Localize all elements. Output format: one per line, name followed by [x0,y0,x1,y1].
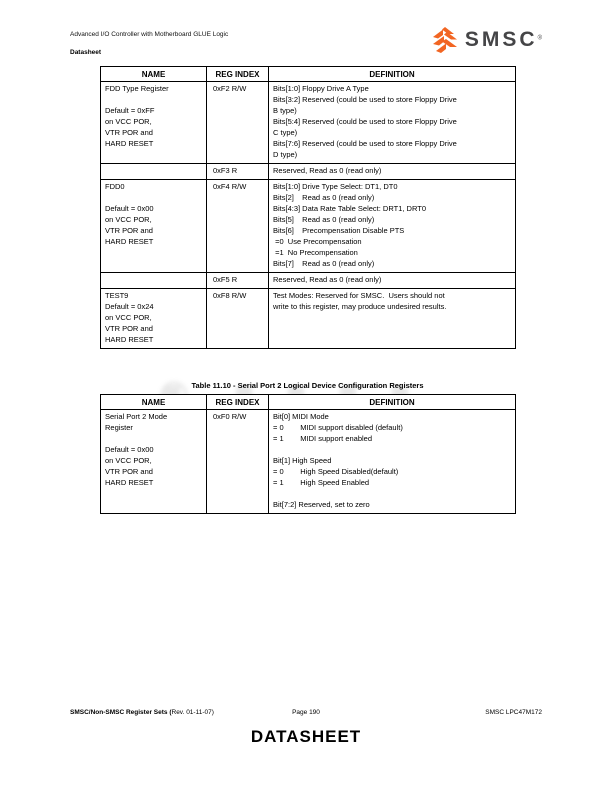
table-header-row [101,67,516,82]
table-row [101,410,516,514]
column-header: NAME [101,395,207,410]
reg-index-cell: 0xF3 R [207,164,269,180]
definition-cell: Bit[0] MIDI Mode = 0 MIDI support disabled (default) = 1 MIDI support enabled Bit[1] High Speed = 0 High Speed Disabled(default) = 1 High Speed Enabled Bit[7:2] Reserved, set to zero [269,410,516,514]
table-row [101,164,516,180]
name-cell [101,164,207,180]
datasheet-banner: DATASHEET [250,727,362,746]
column-header: DEFINITION [269,67,516,82]
name-cell: FDD Type Register Default = 0xFF on VCC POR, VTR POR and HARD RESET [101,82,207,164]
footer-doc-name: SMSC/Non-SMSC Register Sets ( [70,709,172,716]
table-row [101,180,516,273]
smsc-logo [430,27,542,53]
name-cell: FDD0 Default = 0x00 on VCC POR, VTR POR and HARD RESET [101,180,207,273]
document-header [70,31,228,56]
smsc-logo-text: SMSC® [464,28,542,51]
register-table [100,66,516,349]
definition-cell: Reserved, Read as 0 (read only) [269,273,516,289]
name-cell: TEST9 Default = 0x24 on VCC POR, VTR POR and HARD RESET [101,289,207,349]
reg-index-cell: 0xF5 R [207,273,269,289]
table-row [101,273,516,289]
document-title: Advanced I/O Controller with Motherboard GLUE Logic [70,31,229,38]
smsc-logo-icon [430,27,460,53]
reg-index-cell: 0xF8 R/W [207,289,269,349]
reg-index-cell: 0xF2 R/W [207,82,269,164]
table-header-row [101,395,516,410]
column-header: REG INDEX [207,67,269,82]
serial-port2-table [100,394,516,514]
footer-page-number: Page 190 [292,709,320,716]
definition-cell: Reserved, Read as 0 (read only) [269,164,516,180]
definition-cell: Test Modes: Reserved for SMSC. Users should not write to this register, may produce undesired results. [269,289,516,349]
reg-index-cell: 0xF4 R/W [207,180,269,273]
column-header: DEFINITION [269,395,516,410]
document-subtitle: Datasheet [70,49,102,56]
name-cell [101,273,207,289]
definition-cell: Bits[1:0] Drive Type Select: DT1, DT0 Bits[2] Read as 0 (read only) Bits[4:3] Data Rate Table Select: DRT1, DRT0 Bits[5] Read as 0 (read only) Bits[6] Precompensation Disable PTS =0 Use Precompensation =1 No Precompensation Bits[7] Read as 0 (read only) [269,180,516,273]
table-caption: Table 11.10 - Serial Port 2 Logical Device Configuration Registers [191,381,424,390]
column-header: REG INDEX [207,395,269,410]
name-cell: Serial Port 2 Mode Register Default = 0x00 on VCC POR, VTR POR and HARD RESET [101,410,207,514]
reg-index-cell: 0xF0 R/W [207,410,269,514]
footer-revision: Rev. 01-11-07) [171,709,214,716]
table-row [101,289,516,349]
table-row [101,82,516,164]
footer-part-number: SMSC LPC47M172 [485,709,542,716]
column-header: NAME [101,67,207,82]
registered-mark: ® [537,35,542,42]
definition-cell: Bits[1:0] Floppy Drive A Type Bits[3:2] Reserved (could be used to store Floppy Drive B type) Bits[5:4] Reserved (could be used to store Floppy Drive C type) Bits[7:6] Reserved (could be used to store Floppy Drive D type) [269,82,516,164]
